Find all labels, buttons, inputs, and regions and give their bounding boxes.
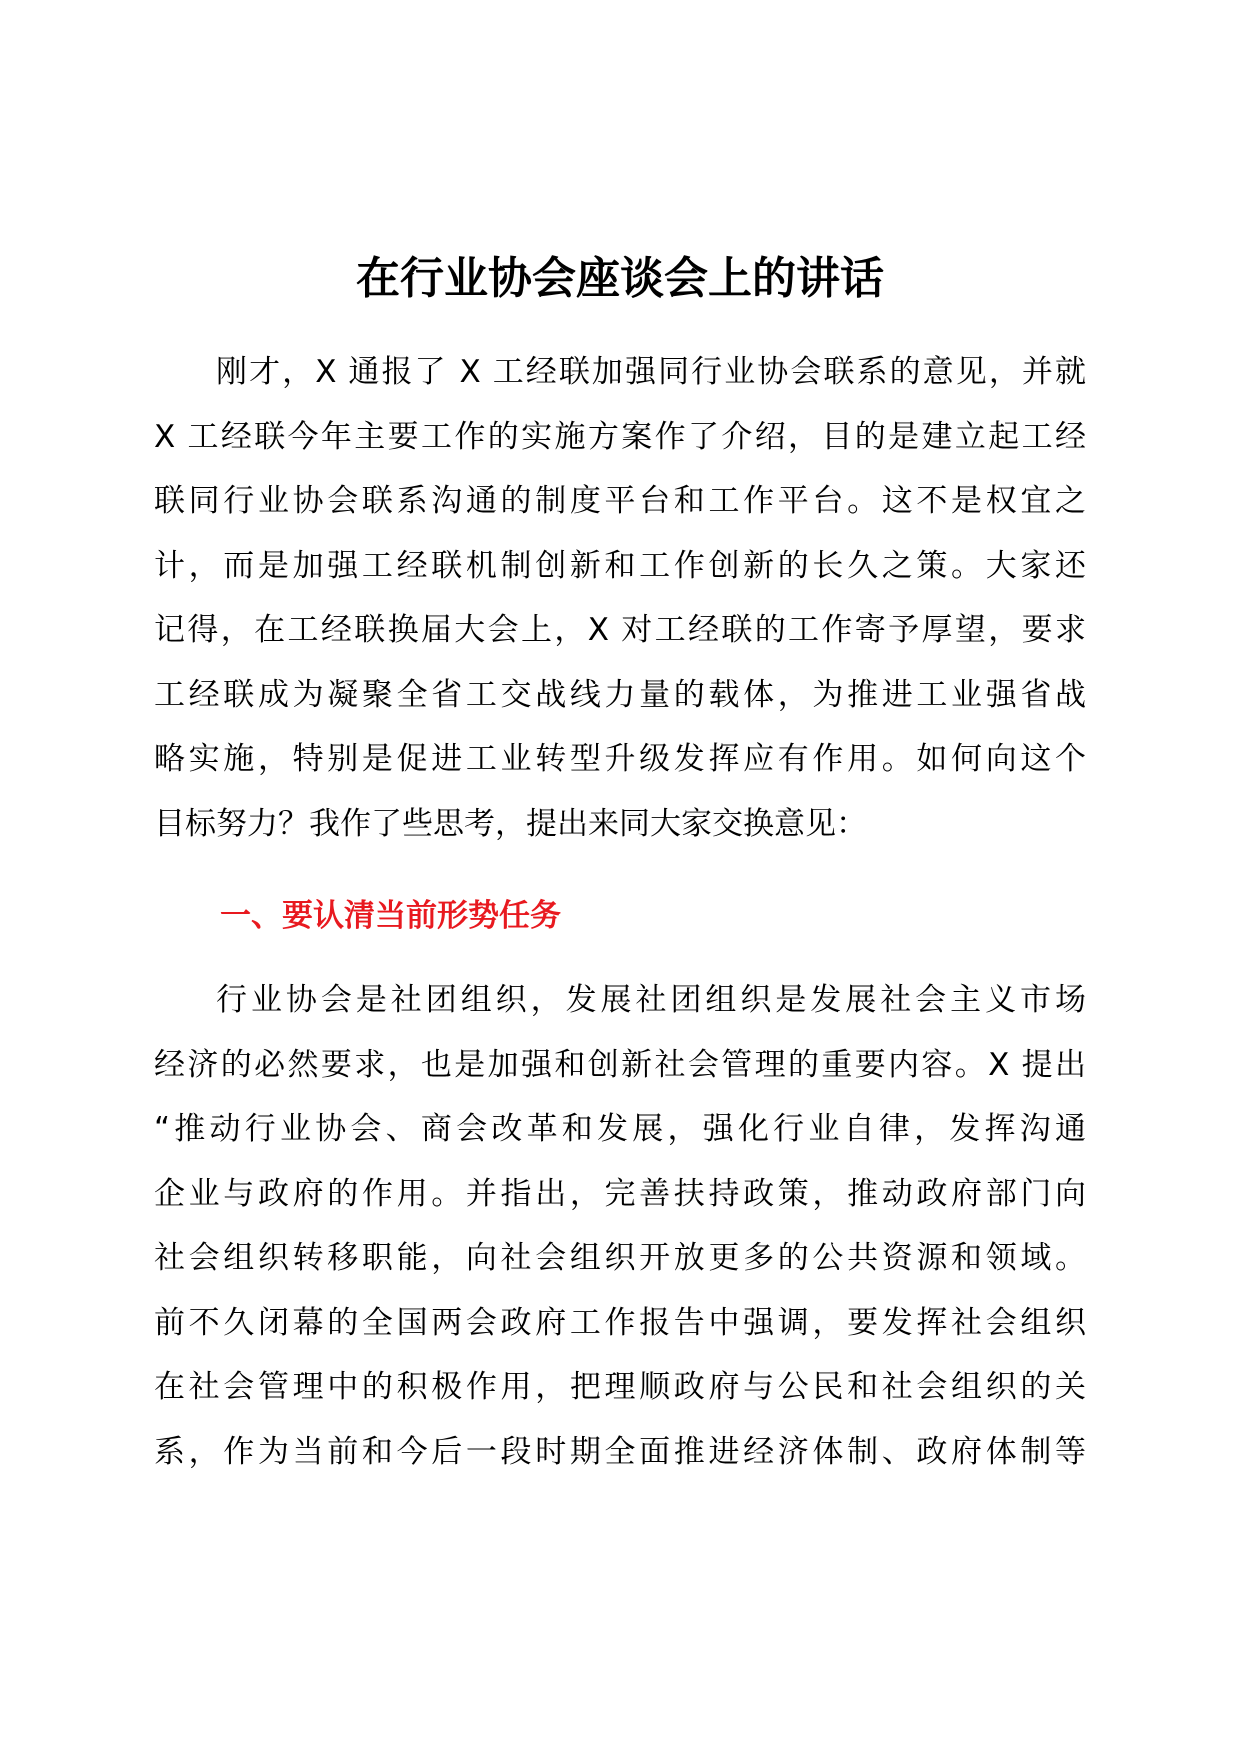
paragraph-line: “推动行业协会、商会改革和发展，强化行业自律，发挥沟通 [154, 1111, 1086, 1147]
paragraph-line: 社会组织转移职能，向社会组织开放更多的公共资源和领域。 [154, 1240, 1086, 1276]
paragraph-line: 行业协会是社团组织，发展社团组织是发展社会主义市场 [216, 982, 1086, 1018]
paragraph-section1 [154, 968, 1086, 1484]
paragraph-line: 系，作为当前和今后一段时期全面推进经济体制、政府体制等 [154, 1433, 1086, 1470]
paragraph-line: 刚才，X 通报了 X 工经联加强同行业协会联系的意见，并就 [216, 354, 1086, 390]
paragraph-line: 经济的必然要求，也是加强和创新社会管理的重要内容。X 提出 [154, 1046, 1086, 1083]
paragraph-line: 企业与政府的作用。并指出，完善扶持政策，推动政府部门向 [154, 1175, 1086, 1212]
paragraph-line: X 工经联今年主要工作的实施方案作了介绍，目的是建立起工经 [154, 418, 1086, 455]
paragraph-line: 在社会管理中的积极作用，把理顺政府与公民和社会组织的关 [154, 1369, 1086, 1405]
section-heading: 一、要认清当前形势任务 [220, 898, 561, 934]
paragraph-line: 前不久闭幕的全国两会政府工作报告中强调，要发挥社会组织 [154, 1304, 1086, 1341]
paragraph-line: 工经联成为凝聚全省工交战线力量的载体，为推进工业强省战 [154, 676, 1086, 713]
document-title: 在行业协会座谈会上的讲话 [356, 253, 884, 304]
paragraph-line: 计，而是加强工经联机制创新和工作创新的长久之策。大家还 [154, 547, 1086, 584]
paragraph-line: 略实施，特别是促进工业转型升级发挥应有作用。如何向这个 [154, 741, 1086, 777]
paragraph-line: 目标努力？我作了些思考，提出来同大家交换意见： [154, 805, 867, 842]
paragraph-line: 联同行业协会联系沟通的制度平台和工作平台。这不是权宜之 [154, 483, 1086, 519]
paragraph-line: 记得，在工经联换届大会上，X 对工经联的工作寄予厚望，要求 [154, 612, 1086, 648]
paragraph-intro [154, 340, 1086, 856]
